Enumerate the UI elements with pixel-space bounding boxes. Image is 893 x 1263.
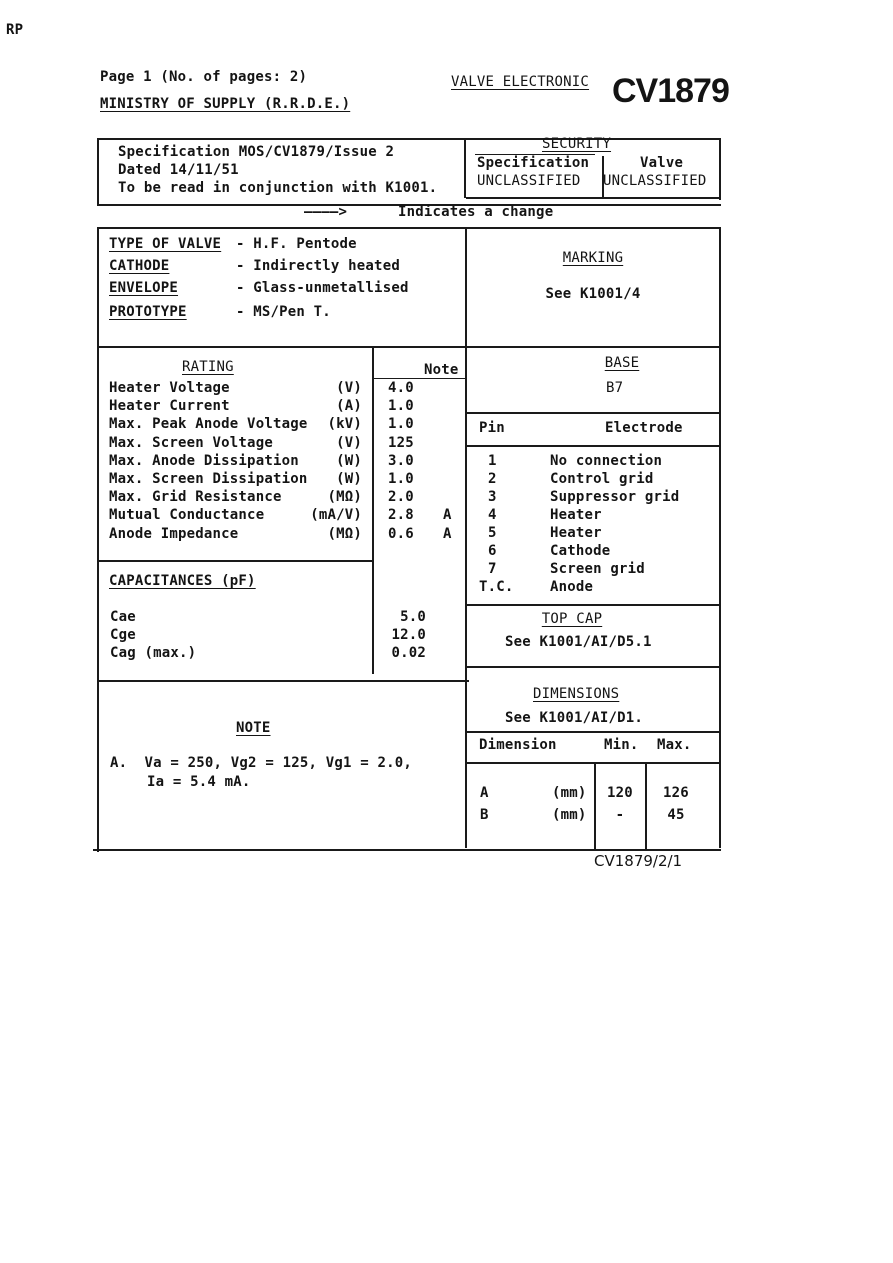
dimension-name: A [480,785,489,801]
dimension-max: 126 [663,785,689,801]
rating-unit: (A) [336,398,362,415]
dimension-min: - [615,807,625,823]
rating-value: 0.6 [388,525,414,542]
rating-unit: (W) [336,471,362,487]
pin-electrode: Heater [550,507,602,523]
envelope-label: ENVELOPE [109,280,179,296]
pin-number: 2 [488,471,497,487]
spec-line-3: To be read in conjunction with K1001. [118,180,438,196]
marking-value: See K1001/4 [545,286,641,302]
dimension-unit: (mm) [552,785,587,801]
rating-unit: (MΩ) [327,489,362,506]
marking-title: MARKING [562,250,624,266]
pin-number: 1 [488,453,497,469]
pin-electrode: Screen grid [550,561,645,577]
capacitance-value: 5.0 [400,609,426,625]
rating-value: 4.0 [388,380,414,396]
rating-name: Max. Anode Dissipation [109,452,299,469]
security-valve-label: Valve [640,155,684,171]
corner-mark: RP [6,22,24,38]
capacitance-name: Cag (max.) [110,645,197,661]
pin-electrode: Anode [550,579,594,595]
cathode-label: CATHODE [109,258,170,274]
rating-unit: (MΩ) [327,525,362,542]
pin-number: 4 [488,507,497,523]
pin-number: 5 [488,525,497,541]
rating-unit: (W) [336,452,362,469]
rating-name: Mutual Conductance [109,507,265,524]
page-count: Page 1 (No. of pages: 2) [100,69,308,85]
rating-name: Max. Peak Anode Voltage [109,416,308,433]
type-label: TYPE OF VALVE [109,236,222,252]
capacitance-value: 0.02 [391,645,426,661]
dim-header-dimension: Dimension [479,737,557,753]
pin-number: T.C. [479,579,514,595]
note-title: NOTE [236,720,271,736]
rating-name: Max. Grid Resistance [109,489,282,506]
ministry-title: MINISTRY OF SUPPLY (R.R.D.E.) [100,96,351,112]
base-value: B7 [606,380,624,396]
change-arrow-icon: ————> [304,204,348,220]
security-spec-value: UNCLASSIFIED [477,173,581,189]
security-valve-value: UNCLASSIFIED [603,173,707,189]
rating-value: 2.8 [388,507,414,524]
rating-unit: (V) [336,434,362,451]
pin-electrode: Control grid [550,471,654,487]
note-line-2: Ia = 5.4 mA. [147,774,251,790]
capacitances-title: CAPACITANCES (pF) [109,573,256,589]
rating-value: 125 [388,434,414,451]
pin-electrode: No connection [550,453,663,469]
rating-note: A [443,525,452,542]
rating-name: Heater Current [109,398,230,415]
pin-electrode: Heater [550,525,602,541]
rating-name: Max. Screen Voltage [109,434,273,451]
dimension-min: 120 [607,785,633,801]
capacitance-value: 12.0 [391,627,426,643]
pin-number: 3 [488,489,497,505]
note-line-1: A. Va = 250, Vg2 = 125, Vg1 = 2.0, [110,755,413,771]
note-header: Note [424,362,459,378]
rating-title: RATING [182,359,234,375]
rating-unit: (mA/V) [310,507,362,524]
top-cap-title: TOP CAP [541,611,603,627]
pin-header: Pin [479,420,505,436]
rating-value: 2.0 [388,489,414,506]
rating-value: 1.0 [388,398,414,415]
dimension-name: B [480,807,489,823]
prototype-label: PROTOTYPE [109,304,187,320]
electrode-header: Electrode [605,420,683,436]
rating-value: 1.0 [388,471,414,487]
dim-header-min: Min. [604,737,639,753]
rating-name: Anode Impedance [109,525,239,542]
spec-line-2: Dated 14/11/51 [118,162,239,178]
prototype-value: - MS/Pen T. [236,304,331,320]
rating-value: 3.0 [388,452,414,469]
pin-number: 6 [488,543,497,559]
dimensions-title: DIMENSIONS [533,686,620,702]
base-title: BASE [604,355,640,371]
dimensions-ref: See K1001/AI/D1. [505,710,644,726]
type-value: - H.F. Pentode [236,236,357,252]
envelope-value: - Glass-unmetallised [236,280,409,296]
capacitance-name: Cge [110,627,136,643]
valve-code: CV1879 [612,72,729,110]
security-spec-label: Specification [477,155,590,171]
rating-name: Max. Screen Dissipation [109,471,308,487]
cathode-value: - Indirectly heated [236,258,400,274]
pin-electrode: Suppressor grid [550,489,680,505]
dimension-max: 45 [667,807,685,823]
rating-note: A [443,507,452,524]
pin-number: 7 [488,561,497,577]
footer-ref: CV1879/2/1 [594,852,683,870]
rating-unit: (V) [336,380,362,396]
security-title: SECURITY [542,136,612,152]
spec-line-1: Specification MOS/CV1879/Issue 2 [118,144,395,160]
top-cap-value: See K1001/AI/D5.1 [505,634,652,650]
valve-category: VALVE ELECTRONIC [451,74,590,90]
dim-header-max: Max. [657,737,692,753]
dimension-unit: (mm) [552,807,587,823]
rating-unit: (kV) [327,416,362,433]
capacitance-name: Cae [110,609,136,625]
change-legend: Indicates a change [398,204,554,220]
rating-name: Heater Voltage [109,380,230,396]
pin-electrode: Cathode [550,543,611,559]
rating-value: 1.0 [388,416,414,433]
